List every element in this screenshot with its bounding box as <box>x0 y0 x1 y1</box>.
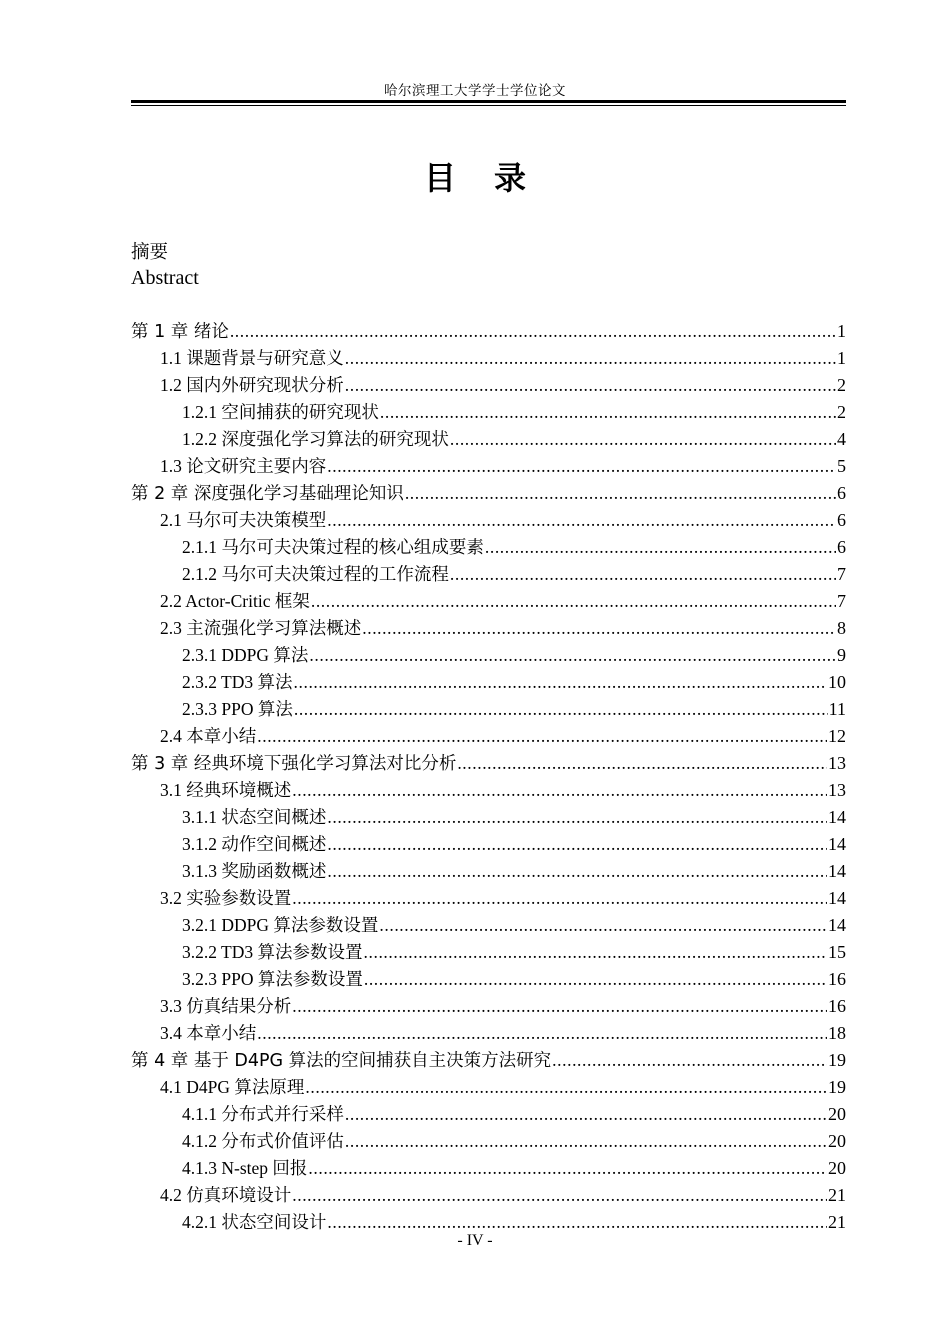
toc-leader-dots <box>345 1101 827 1128</box>
toc-entry[interactable] <box>131 966 846 993</box>
toc-entry-label: 1.2.1 空间捕获的研究现状 <box>182 402 379 422</box>
title-char-2: 录 <box>494 159 527 197</box>
toc-entry-label: 3.1 经典环境概述 <box>160 780 292 800</box>
toc-entry-page: 14 <box>828 861 846 881</box>
toc-entry-page: 2 <box>837 402 846 422</box>
toc-entry[interactable] <box>131 885 846 912</box>
toc-entry[interactable] <box>131 345 846 372</box>
toc-entry-page: 1 <box>837 321 846 341</box>
toc-entry-page: 14 <box>828 834 846 854</box>
toc-entry-page: 19 <box>828 1050 846 1070</box>
toc-leader-dots <box>294 696 828 723</box>
toc-entry[interactable] <box>131 1155 846 1182</box>
toc-entry-label: 2.3.2 TD3 算法 <box>182 672 293 692</box>
toc-entry-page: 20 <box>828 1104 846 1124</box>
running-header: 哈尔滨理工大学学士学位论文 <box>384 83 566 99</box>
toc-entry-page: 14 <box>828 807 846 827</box>
toc-entry-page: 7 <box>837 591 846 611</box>
toc-entry-page: 9 <box>837 645 846 665</box>
toc-entry-page: 16 <box>828 996 846 1016</box>
toc-leader-dots <box>257 1020 827 1047</box>
toc-leader-dots <box>345 345 836 372</box>
toc-leader-dots <box>327 858 827 885</box>
toc-entry-page: 7 <box>837 564 846 584</box>
toc-entry-page: 2 <box>837 375 846 395</box>
toc-entry-page: 11 <box>828 699 846 719</box>
toc-leader-dots <box>292 777 827 804</box>
toc-entry-page: 4 <box>837 429 846 449</box>
toc-leader-dots <box>362 615 836 642</box>
toc-entry[interactable] <box>131 561 846 588</box>
toc-entry[interactable] <box>131 912 846 939</box>
toc-leader-dots <box>292 885 827 912</box>
toc-entry-label: 2.2 Actor-Critic 框架 <box>160 591 310 611</box>
toc-leader-dots <box>364 966 827 993</box>
toc-entry[interactable] <box>131 453 846 480</box>
toc-entry-label: 第 1 章 绪论 <box>131 322 229 342</box>
toc-entry-page: 5 <box>837 456 846 476</box>
toc-entry-label: 2.3.3 PPO 算法 <box>182 699 293 719</box>
toc-leader-dots <box>311 588 836 615</box>
toc-entry-page: 1 <box>837 348 846 368</box>
toc-leader-dots <box>485 534 836 561</box>
toc-entry-page: 6 <box>837 483 846 503</box>
toc-entry-abstract[interactable]: Abstract <box>131 267 199 289</box>
toc-leader-dots <box>450 561 836 588</box>
toc-entry-label: 3.4 本章小结 <box>160 1023 257 1043</box>
toc-entry[interactable] <box>131 939 846 966</box>
toc-entry-label: 2.1 马尔可夫决策模型 <box>160 510 327 530</box>
toc-leader-dots <box>257 723 827 750</box>
toc-entry-page: 14 <box>828 888 846 908</box>
toc-entry-label: 4.1 D4PG 算法原理 <box>160 1077 305 1097</box>
toc-entry[interactable] <box>131 318 846 345</box>
toc-leader-dots <box>380 399 836 426</box>
toc-entry[interactable] <box>131 831 846 858</box>
toc-entry-page: 6 <box>837 510 846 530</box>
toc-leader-dots <box>327 507 836 534</box>
toc-entry-label: 1.3 论文研究主要内容 <box>160 456 327 476</box>
toc-entry[interactable] <box>131 777 846 804</box>
toc-entry[interactable] <box>131 1047 846 1074</box>
toc-entry-page: 12 <box>828 726 846 746</box>
toc-entry[interactable] <box>131 669 846 696</box>
toc-entry[interactable] <box>131 1128 846 1155</box>
toc-leader-dots <box>405 480 836 507</box>
toc-entry-page: 15 <box>828 942 846 962</box>
toc-entry-label: 第 3 章 经典环境下强化学习算法对比分析 <box>131 754 457 774</box>
toc-entry-page: 16 <box>828 969 846 989</box>
toc-entry[interactable] <box>131 615 846 642</box>
toc-entry-label: 3.1.1 状态空间概述 <box>182 807 327 827</box>
toc-entry-zhaiyao[interactable]: 摘要 <box>131 242 169 263</box>
toc-entry-label: 第 2 章 深度强化学习基础理论知识 <box>131 484 404 504</box>
toc-leader-dots <box>345 372 836 399</box>
toc-leader-dots <box>379 912 827 939</box>
page-number: - IV - <box>457 1232 493 1249</box>
toc-entry-label: 3.2 实验参数设置 <box>160 888 292 908</box>
toc-entry-label: 1.2 国内外研究现状分析 <box>160 375 344 395</box>
title-char-1: 目 <box>423 159 456 197</box>
toc-entry-label: 4.1.1 分布式并行采样 <box>182 1104 344 1124</box>
toc-entry-label: 第 4 章 基于 D4PG 算法的空间捕获自主决策方法研究 <box>131 1051 552 1071</box>
page-title <box>0 153 950 199</box>
toc-entry-label: 4.2 仿真环境设计 <box>160 1185 292 1205</box>
table-of-contents <box>131 318 846 1236</box>
toc-entry-label: 3.2.2 TD3 算法参数设置 <box>182 942 363 962</box>
toc-entry[interactable] <box>131 1101 846 1128</box>
toc-entry-page: 6 <box>837 537 846 557</box>
toc-entry[interactable] <box>131 507 846 534</box>
toc-entry[interactable] <box>131 1182 846 1209</box>
toc-entry[interactable] <box>131 1020 846 1047</box>
toc-entry-label: 4.1.2 分布式价值评估 <box>182 1131 344 1151</box>
toc-entry[interactable] <box>131 534 846 561</box>
toc-leader-dots <box>327 804 827 831</box>
toc-entry-label: 2.3.1 DDPG 算法 <box>182 645 309 665</box>
toc-entry[interactable] <box>131 723 846 750</box>
toc-entry[interactable] <box>131 804 846 831</box>
toc-leader-dots <box>345 1128 827 1155</box>
toc-leader-dots <box>294 669 827 696</box>
toc-entry-page: 8 <box>837 618 846 638</box>
toc-leader-dots <box>457 750 827 777</box>
toc-leader-dots <box>364 939 827 966</box>
toc-entry-page: 21 <box>828 1212 846 1232</box>
toc-entry-label: 3.2.3 PPO 算法参数设置 <box>182 969 363 989</box>
toc-leader-dots <box>309 642 836 669</box>
toc-entry[interactable] <box>131 858 846 885</box>
toc-entry-page: 20 <box>828 1131 846 1151</box>
toc-entry-label: 3.1.2 动作空间概述 <box>182 834 327 854</box>
header-rule-thick <box>131 100 846 103</box>
toc-entry[interactable] <box>131 1074 846 1101</box>
toc-entry-page: 13 <box>828 780 846 800</box>
toc-entry-label: 4.1.3 N-step 回报 <box>182 1158 308 1178</box>
toc-entry[interactable] <box>131 696 846 723</box>
toc-entry-page: 18 <box>828 1023 846 1043</box>
toc-entry-label: 1.2.2 深度强化学习算法的研究现状 <box>182 429 449 449</box>
toc-entry-label: 1.1 课题背景与研究意义 <box>160 348 344 368</box>
toc-entry-label: 2.4 本章小结 <box>160 726 257 746</box>
toc-leader-dots <box>230 318 836 345</box>
toc-entry-label: 3.2.1 DDPG 算法参数设置 <box>182 915 379 935</box>
toc-entry-page: 14 <box>828 915 846 935</box>
toc-entry[interactable] <box>131 426 846 453</box>
toc-entry-page: 10 <box>828 672 846 692</box>
toc-entry[interactable] <box>131 642 846 669</box>
toc-leader-dots <box>327 453 836 480</box>
toc-leader-dots <box>450 426 836 453</box>
toc-leader-dots <box>292 1182 827 1209</box>
toc-leader-dots <box>552 1047 827 1074</box>
toc-entry-page: 13 <box>828 753 846 773</box>
toc-entry[interactable] <box>131 399 846 426</box>
toc-entry-label: 3.3 仿真结果分析 <box>160 996 292 1016</box>
toc-entry-label: 4.2.1 状态空间设计 <box>182 1212 327 1232</box>
toc-entry[interactable] <box>131 372 846 399</box>
toc-entry-page: 19 <box>828 1077 846 1097</box>
toc-leader-dots <box>308 1155 827 1182</box>
toc-leader-dots <box>292 993 827 1020</box>
toc-leader-dots <box>327 831 827 858</box>
toc-entry[interactable] <box>131 588 846 615</box>
toc-entry-label: 2.1.2 马尔可夫决策过程的工作流程 <box>182 564 449 584</box>
toc-entry-page: 21 <box>828 1185 846 1205</box>
toc-entry-label: 3.1.3 奖励函数概述 <box>182 861 327 881</box>
toc-entry[interactable] <box>131 480 846 507</box>
toc-entry-page: 20 <box>828 1158 846 1178</box>
toc-entry[interactable] <box>131 993 846 1020</box>
toc-entry-label: 2.3 主流强化学习算法概述 <box>160 618 362 638</box>
toc-entry[interactable] <box>131 750 846 777</box>
toc-entry-label: 2.1.1 马尔可夫决策过程的核心组成要素 <box>182 537 484 557</box>
toc-leader-dots <box>305 1074 827 1101</box>
header-rule-thin <box>131 105 846 106</box>
